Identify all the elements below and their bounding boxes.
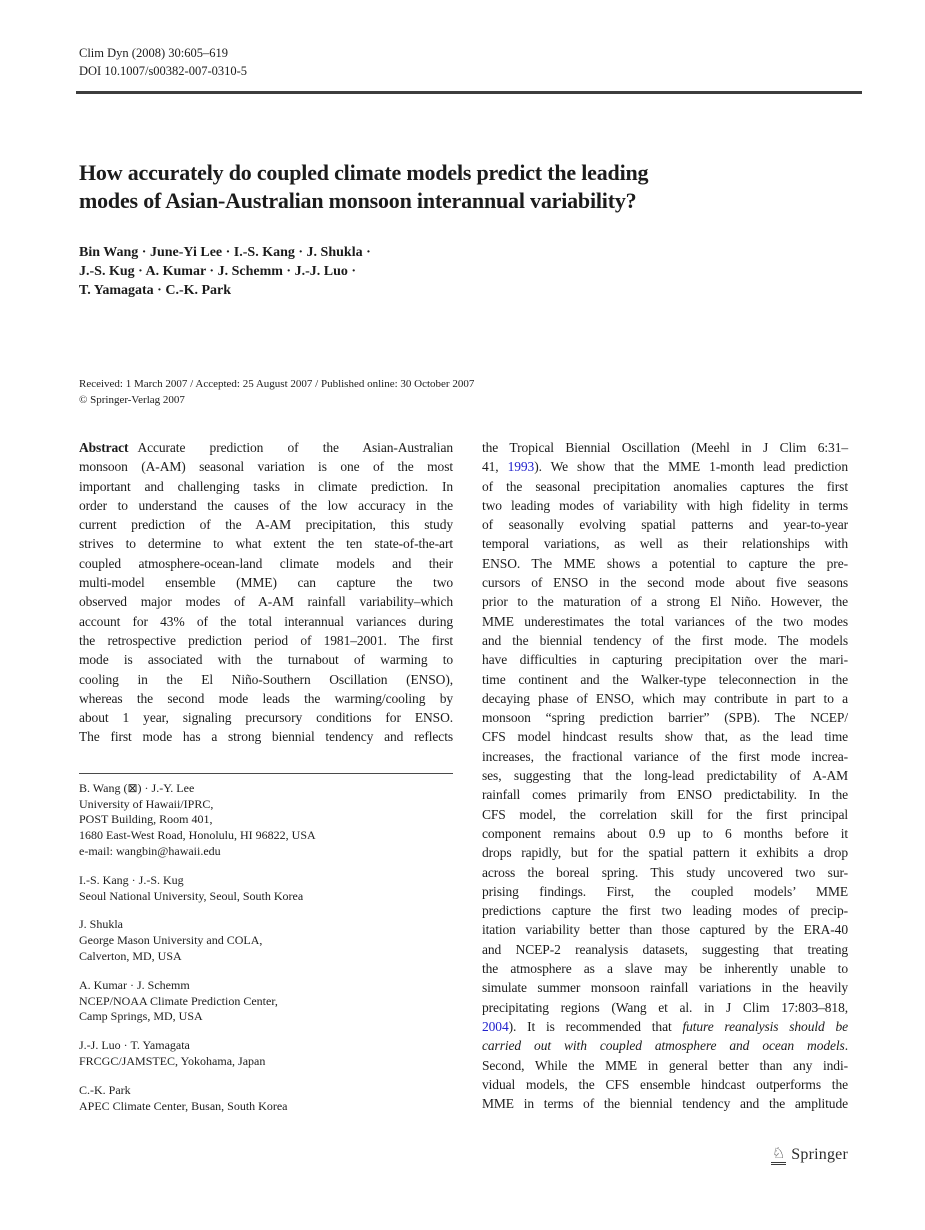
text-line: coupled atmosphere-ocean-land climate models and their xyxy=(79,555,453,571)
text-line: ENSO. The MME shows a potential to capture the pre- xyxy=(482,555,848,571)
header-rule xyxy=(76,91,862,94)
text-line: two leading modes of variability with high fidelity in terms xyxy=(482,497,848,513)
text-line xyxy=(482,1017,848,1036)
text-line: across the boreal spring. This study uncovered two sur- xyxy=(482,864,848,880)
text-line: temporal variations, as well as their relationships with xyxy=(482,536,848,552)
text-line: current prediction of the A-AM precipitation, this study xyxy=(79,517,453,533)
text-line: Seoul National University, Seoul, South Korea xyxy=(79,888,304,903)
text-line: of the seasonal precipitation anomalies captures the first xyxy=(482,478,848,494)
text-line: How accurately do coupled climate models predict the leading xyxy=(79,160,649,185)
article-meta xyxy=(79,376,474,408)
affiliation-block xyxy=(79,978,453,1025)
text-line: Bin Wang · June-Yi Lee · I.-S. Kang · J. Shukla · xyxy=(79,245,371,260)
affiliation-block xyxy=(79,1083,453,1115)
text-line xyxy=(79,438,453,457)
text-line: prising findings. First, the coupled models’ MME xyxy=(482,883,848,899)
text-line: have difficulties in capturing precipitation over the mari- xyxy=(482,652,848,668)
text-line: George Mason University and COLA, xyxy=(79,933,263,948)
text-line: whereas the second mode leads the warming/cooling by xyxy=(79,690,453,706)
text-line: Camp Springs, MD, USA xyxy=(79,1009,203,1024)
text-line: component remains about 0.9 up to 6 months before it xyxy=(482,825,848,841)
text-line: itation variability better than those captured by the ERA-40 xyxy=(482,922,848,938)
text-line: important and challenging tasks in climate prediction. In xyxy=(79,478,453,494)
text-line: about 1 year, signaling precursory conditions for ENSO. xyxy=(79,710,453,726)
text-line: NCEP/NOAA Climate Prediction Center, xyxy=(79,993,278,1008)
text-line: cursors of ENSO in the second mode about five seasons xyxy=(482,575,848,591)
abstract-left-column xyxy=(79,438,453,747)
text-line: mode is associated with the turnabout of warming to xyxy=(79,652,453,668)
text-line: e-mail: wangbin@hawaii.edu xyxy=(79,843,221,858)
text-line: I.-S. Kang · J.-S. Kug xyxy=(79,872,184,887)
text-segment: ). We show that the MME 1-month lead prediction xyxy=(534,459,848,475)
text-line: ses, suggesting that the long-lead predictability of A-AM xyxy=(482,768,848,784)
affiliation-block xyxy=(79,1038,453,1070)
text-line: decaying phase of ENSO, which may contribute in part to a xyxy=(482,690,848,706)
text-line: the atmosphere as a slave may be inherently unable to xyxy=(482,961,848,977)
text-line: cooling in the El Niño-Southern Oscillation (ENSO), xyxy=(79,671,453,687)
citation-link[interactable]: 1993 xyxy=(507,459,535,475)
right-column xyxy=(482,438,848,1127)
text-line: APEC Climate Center, Busan, South Korea xyxy=(79,1098,288,1113)
text-line: MME underestimates the total variances of the two modes xyxy=(482,613,848,629)
text-line: simulate summer monsoon rainfall variations in the heavily xyxy=(482,980,848,996)
text-line: J.-S. Kug · A. Kumar · J. Schemm · J.-J. Luo · xyxy=(79,264,357,279)
text-line: A. Kumar · J. Schemm xyxy=(79,977,190,992)
abstract-right-column xyxy=(482,438,848,1113)
text-line: CFS model hindcast results show that, as the lead time xyxy=(482,729,848,745)
text-line: monsoon (A-AM) seasonal variation is one of the most xyxy=(79,459,453,475)
article-title xyxy=(79,159,839,215)
text-line: University of Hawaii/IPRC, xyxy=(79,796,214,811)
text-line: order to understand the causes of the low accuracy in the xyxy=(79,497,453,513)
text-line: strives to determine to what extent the ten state-of-the-art xyxy=(79,536,453,552)
text-line: the Tropical Biennial Oscillation (Meehl in J Clim 6:31– xyxy=(482,440,848,455)
text-line: monsoon “spring prediction barrier” (SPB). The NCEP/ xyxy=(482,710,848,726)
springer-wordmark: Springer xyxy=(791,1146,848,1163)
text-line: rainfall comes primarily from ENSO predictability. In the xyxy=(482,787,848,803)
text-line: C.-K. Park xyxy=(79,1082,131,1097)
text-line: time continent and the Walker-type teleconnection in the xyxy=(482,671,848,687)
text-line: multi-model ensemble (MME) can capture the two xyxy=(79,575,453,591)
footnote-rule xyxy=(79,773,453,774)
text-line: T. Yamagata · C.-K. Park xyxy=(79,283,232,298)
text-line: MME in terms of the biennial tendency and the amplitude xyxy=(482,1096,848,1112)
text-line: FRCGC/JAMSTEC, Yokohama, Japan xyxy=(79,1053,266,1068)
affiliation-block xyxy=(79,873,453,905)
author-list xyxy=(79,243,371,300)
text-line: of seasonally evolving spatial patterns and year-to-year xyxy=(482,517,848,533)
text-line: account for 43% of the total interannual variances during xyxy=(79,613,453,629)
text-line: prior to the maturation of a strong El Niño. However, the xyxy=(482,594,848,610)
text-line: Second, While the MME in general better than any indi- xyxy=(482,1057,848,1073)
affiliation-block xyxy=(79,917,453,964)
doi: DOI 10.1007/s00382-007-0310-5 xyxy=(79,64,248,78)
received-line: Received: 1 March 2007 / Accepted: 25 August 2007 / Published online: 30 October 2007 xyxy=(79,378,475,390)
text-line: 1680 East-West Road, Honolulu, HI 96822, USA xyxy=(79,828,316,843)
text-line: vidual models, the CFS ensemble hindcast outperforms the xyxy=(482,1076,848,1092)
springer-knight-icon: ♘ xyxy=(771,1145,786,1165)
text-line: and NCEP-2 reanalysis datasets, suggesting that treating xyxy=(482,941,848,957)
text-segment: . xyxy=(844,1038,848,1054)
journal-ref: Clim Dyn (2008) 30:605–619 xyxy=(79,46,228,60)
text-line: CFS model, the correlation skill for the first principal xyxy=(482,806,848,822)
affiliations xyxy=(79,781,453,1115)
text-segment: 41, xyxy=(482,459,508,475)
text-line: and the biennial tendency of the first mode. The models xyxy=(482,632,848,648)
text-segment: carried out with coupled atmosphere and ocean models xyxy=(482,1038,845,1054)
text-line: Calverton, MD, USA xyxy=(79,948,182,963)
text-line: J.-J. Luo · T. Yamagata xyxy=(79,1038,190,1053)
copyright-line: © Springer-Verlag 2007 xyxy=(79,394,185,406)
text-line: precipitating regions (Wang et al. in J Clim 17:803–818, xyxy=(482,999,848,1015)
text-line: the retrospective prediction period of 1981–2001. The first xyxy=(79,632,453,648)
text-line: predictions capture the first two leading modes of precip- xyxy=(482,903,848,919)
text-segment: Accurate prediction of the Asian-Australian xyxy=(137,440,453,455)
text-segment: future reanalysis should be xyxy=(682,1018,849,1034)
citation-link[interactable]: 2004 xyxy=(482,1018,509,1034)
text-line: POST Building, Room 401, xyxy=(79,812,213,827)
left-column xyxy=(79,438,453,1127)
text-line: The first mode has a strong biennial tendency and reflects xyxy=(79,729,453,745)
body-columns xyxy=(79,438,848,1127)
text-line: J. Shukla xyxy=(79,917,124,932)
text-line xyxy=(482,457,848,476)
text-segment: Abstract xyxy=(79,440,129,455)
text-segment: ). It is recommended that xyxy=(508,1018,683,1034)
text-line: B. Wang (⊠) · J.-Y. Lee xyxy=(79,780,195,795)
affiliation-block xyxy=(79,781,453,860)
page-header xyxy=(79,44,247,80)
springer-logo xyxy=(771,1142,848,1168)
text-line: increases, the fractional variance of the first mode increa- xyxy=(482,748,848,764)
text-line xyxy=(482,1036,848,1055)
text-line: modes of Asian-Australian monsoon interannual variability? xyxy=(79,188,637,213)
text-line: observed major modes of A-AM rainfall variability–which xyxy=(79,594,453,610)
text-line: drops rapidly, but for the spatial pattern it exhibits a drop xyxy=(482,845,848,861)
